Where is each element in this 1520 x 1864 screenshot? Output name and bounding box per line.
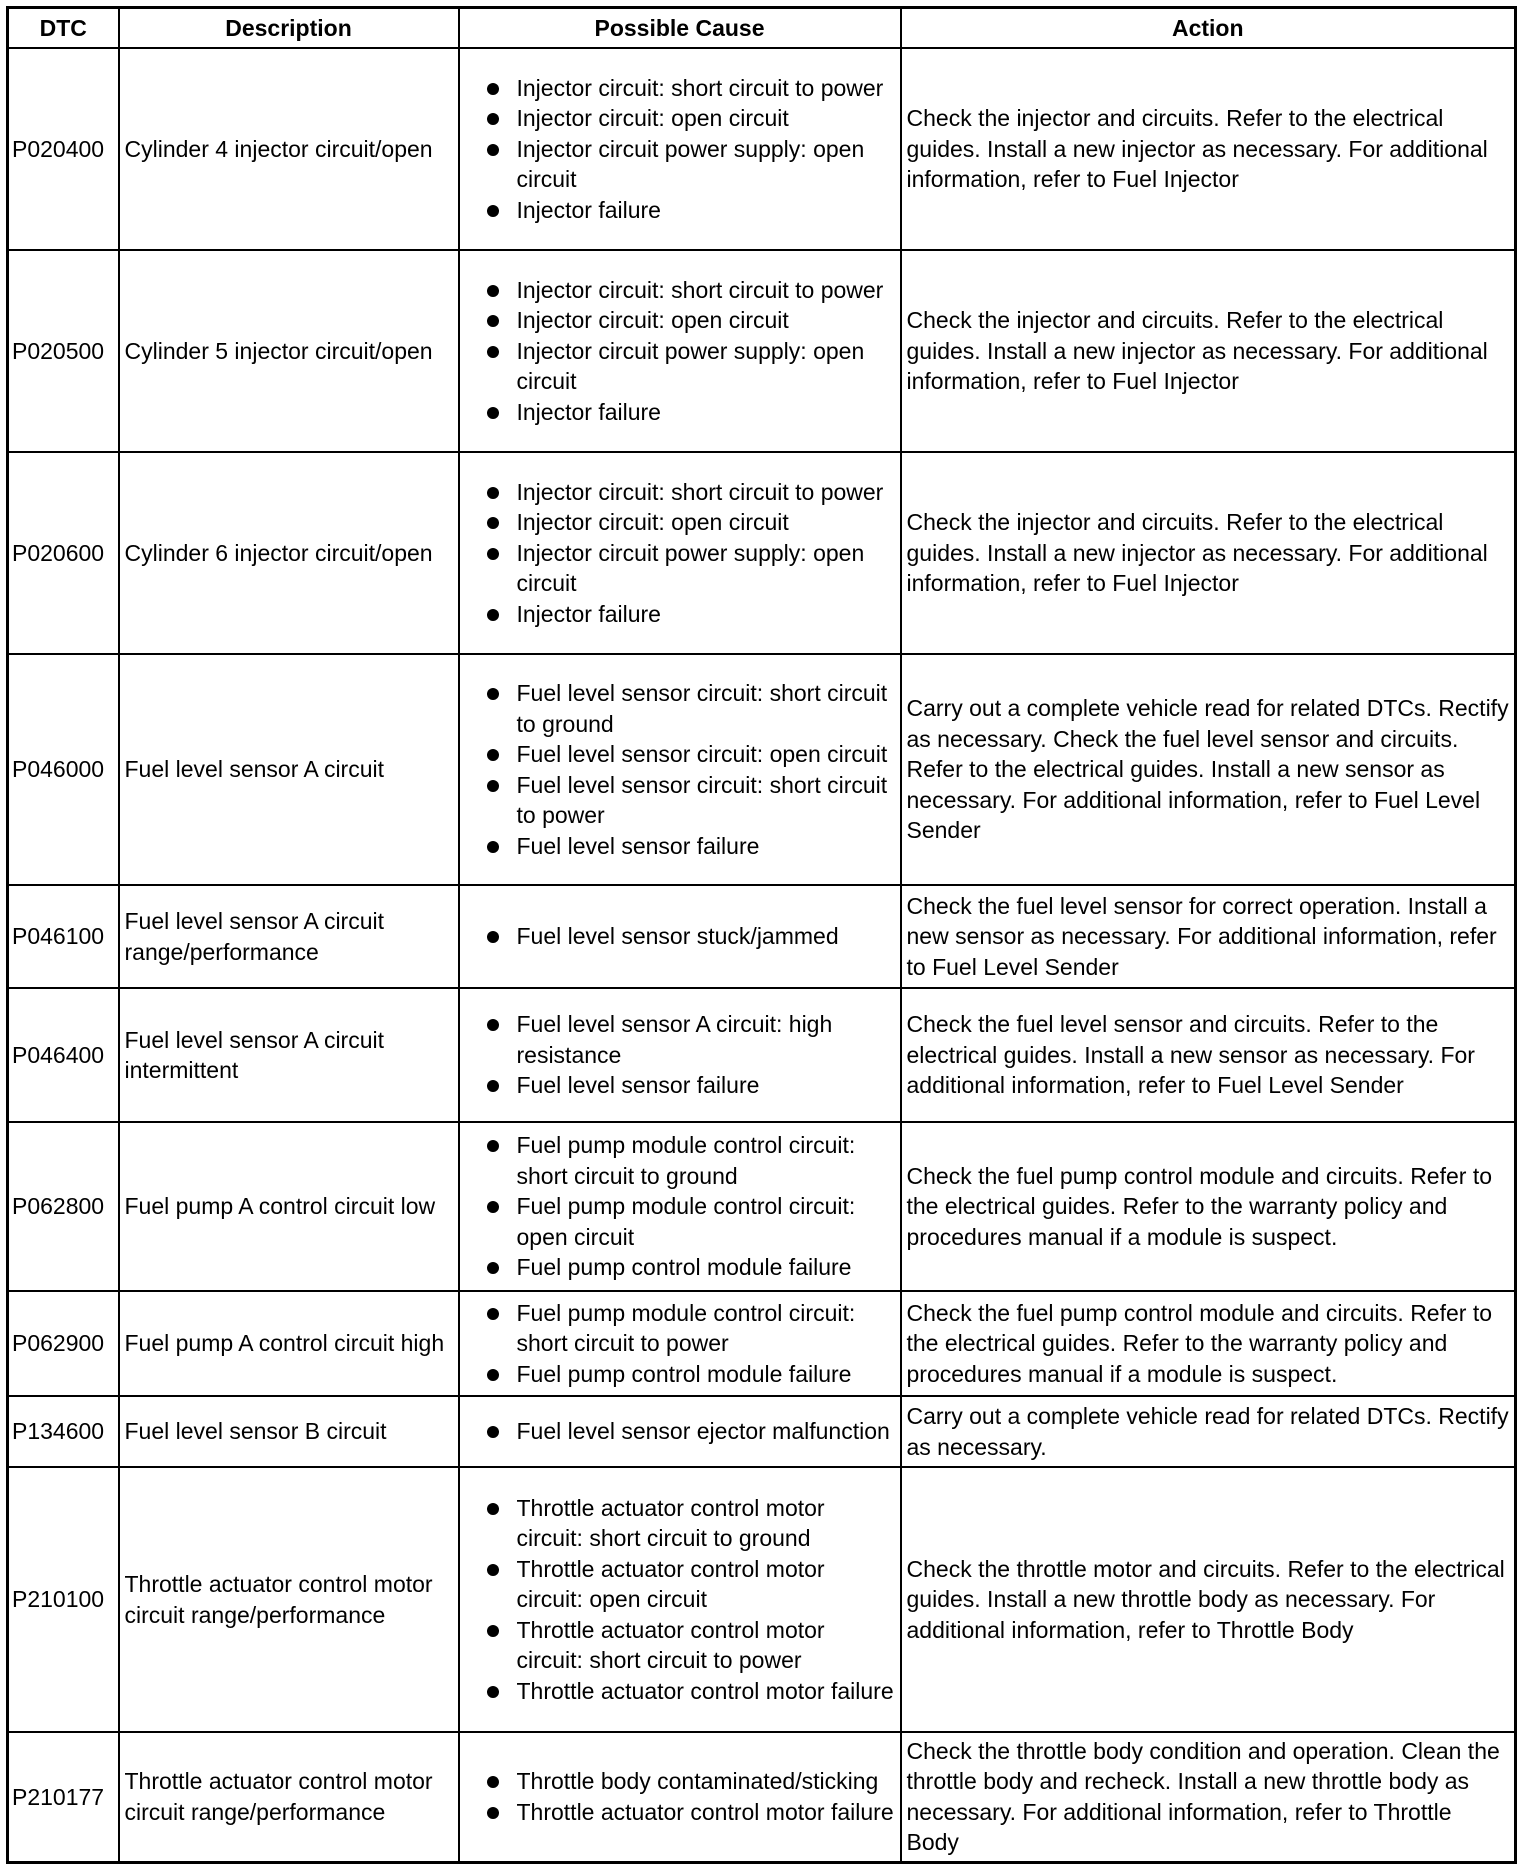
cause-list [465,1766,895,1827]
cause-list [465,275,895,428]
description: Fuel pump A control circuit high [119,1291,459,1396]
cause-item: Fuel level sensor ejector malfunction [465,1416,895,1447]
header-action: Action [901,8,1516,49]
action: Check the fuel level sensor for correct operation. Install a new sensor as necessary. For additional information, refer to Fuel Level Sender [901,885,1516,988]
possible-causes [459,1467,901,1732]
action: Carry out a complete vehicle read for related DTCs. Rectify as necessary. Check the fuel level sensor and circuits. Refer to the electrical guides. Install a new sensor as necessary. For additional information, refer to Fuel Level Sender [901,654,1516,885]
cause-list [465,477,895,630]
header-row [8,8,1516,49]
description: Cylinder 6 injector circuit/open [119,452,459,654]
dtc-code: P046100 [8,885,119,988]
cause-item: Throttle actuator control motor failure [465,1676,895,1707]
cause-list [465,73,895,226]
cause-item: Fuel pump module control circuit: open circuit [465,1191,895,1252]
cause-item: Injector circuit: short circuit to power [465,477,895,508]
possible-causes [459,452,901,654]
cause-item: Fuel pump module control circuit: short circuit to power [465,1298,895,1359]
dtc-code: P046000 [8,654,119,885]
dtc-code: P020600 [8,452,119,654]
table-row [8,885,1516,988]
cause-item: Fuel level sensor failure [465,1070,895,1101]
table-row [8,1732,1516,1862]
dtc-code: P020400 [8,48,119,250]
action: Check the injector and circuits. Refer to the electrical guides. Install a new injector as necessary. For additional information, refer to Fuel Injector [901,452,1516,654]
possible-causes [459,1732,901,1862]
cause-item: Injector circuit: open circuit [465,507,895,538]
table-row [8,250,1516,452]
cause-item: Injector circuit: short circuit to power [465,73,895,104]
action: Check the injector and circuits. Refer to the electrical guides. Install a new injector as necessary. For additional information, refer to Fuel Injector [901,250,1516,452]
cause-item: Fuel pump control module failure [465,1252,895,1283]
action: Check the fuel pump control module and circuits. Refer to the electrical guides. Refer to the warranty policy and procedures manual if a module is suspect. [901,1122,1516,1291]
cause-list [465,1009,895,1101]
cause-list [465,921,895,952]
dtc-code: P210100 [8,1467,119,1732]
cause-item: Fuel level sensor stuck/jammed [465,921,895,952]
description: Cylinder 5 injector circuit/open [119,250,459,452]
description: Fuel pump A control circuit low [119,1122,459,1291]
possible-causes [459,48,901,250]
table-row [8,1291,1516,1396]
possible-causes [459,654,901,885]
cause-list [465,678,895,861]
cause-item: Injector circuit power supply: open circuit [465,134,895,195]
description: Fuel level sensor B circuit [119,1396,459,1467]
table-row [8,452,1516,654]
possible-causes [459,1291,901,1396]
action: Check the fuel pump control module and circuits. Refer to the electrical guides. Refer to the warranty policy and procedures manual if a module is suspect. [901,1291,1516,1396]
dtc-code: P134600 [8,1396,119,1467]
cause-item: Injector circuit: short circuit to power [465,275,895,306]
dtc-code: P210177 [8,1732,119,1862]
description: Fuel level sensor A circuit [119,654,459,885]
dtc-table [6,6,1517,1864]
action: Check the fuel level sensor and circuits. Refer to the electrical guides. Install a new sensor as necessary. For additional information, refer to Fuel Level Sender [901,988,1516,1122]
cause-list [465,1416,895,1447]
cause-item: Throttle actuator control motor circuit: short circuit to power [465,1615,895,1676]
cause-item: Fuel level sensor failure [465,831,895,862]
cause-item: Injector circuit: open circuit [465,305,895,336]
dtc-code: P062900 [8,1291,119,1396]
action: Check the throttle motor and circuits. Refer to the electrical guides. Install a new throttle body as necessary. For additional information, refer to Throttle Body [901,1467,1516,1732]
table-row [8,1396,1516,1467]
cause-item: Throttle body contaminated/sticking [465,1766,895,1797]
header-dtc: DTC [8,8,119,49]
description: Throttle actuator control motor circuit range/performance [119,1467,459,1732]
description: Fuel level sensor A circuit range/performance [119,885,459,988]
cause-item: Injector failure [465,599,895,630]
cause-list [465,1298,895,1390]
possible-causes [459,1122,901,1291]
action: Carry out a complete vehicle read for related DTCs. Rectify as necessary. [901,1396,1516,1467]
table-row [8,654,1516,885]
table-row [8,1122,1516,1291]
cause-item: Fuel level sensor circuit: short circuit to ground [465,678,895,739]
cause-item: Throttle actuator control motor circuit: short circuit to ground [465,1493,895,1554]
action: Check the injector and circuits. Refer to the electrical guides. Install a new injector as necessary. For additional information, refer to Fuel Injector [901,48,1516,250]
table-row [8,48,1516,250]
dtc-code: P062800 [8,1122,119,1291]
cause-item: Injector failure [465,397,895,428]
cause-list [465,1130,895,1283]
table-row [8,1467,1516,1732]
cause-item: Throttle actuator control motor circuit: open circuit [465,1554,895,1615]
dtc-code: P046400 [8,988,119,1122]
cause-item: Fuel level sensor circuit: open circuit [465,739,895,770]
cause-item: Injector circuit power supply: open circuit [465,336,895,397]
cause-item: Injector failure [465,195,895,226]
header-possible-cause: Possible Cause [459,8,901,49]
possible-causes [459,1396,901,1467]
cause-item: Fuel level sensor A circuit: high resistance [465,1009,895,1070]
possible-causes [459,988,901,1122]
description: Cylinder 4 injector circuit/open [119,48,459,250]
possible-causes [459,885,901,988]
cause-item: Fuel level sensor circuit: short circuit to power [465,770,895,831]
cause-item: Injector circuit power supply: open circuit [465,538,895,599]
description: Fuel level sensor A circuit intermittent [119,988,459,1122]
cause-item: Injector circuit: open circuit [465,103,895,134]
cause-list [465,1493,895,1707]
table-row [8,988,1516,1122]
description: Throttle actuator control motor circuit range/performance [119,1732,459,1862]
action: Check the throttle body condition and operation. Clean the throttle body and recheck. Install a new throttle body as necessary. For additional information, refer to Throttle Body [901,1732,1516,1862]
cause-item: Throttle actuator control motor failure [465,1797,895,1828]
cause-item: Fuel pump control module failure [465,1359,895,1390]
cause-item: Fuel pump module control circuit: short circuit to ground [465,1130,895,1191]
header-description: Description [119,8,459,49]
possible-causes [459,250,901,452]
dtc-code: P020500 [8,250,119,452]
